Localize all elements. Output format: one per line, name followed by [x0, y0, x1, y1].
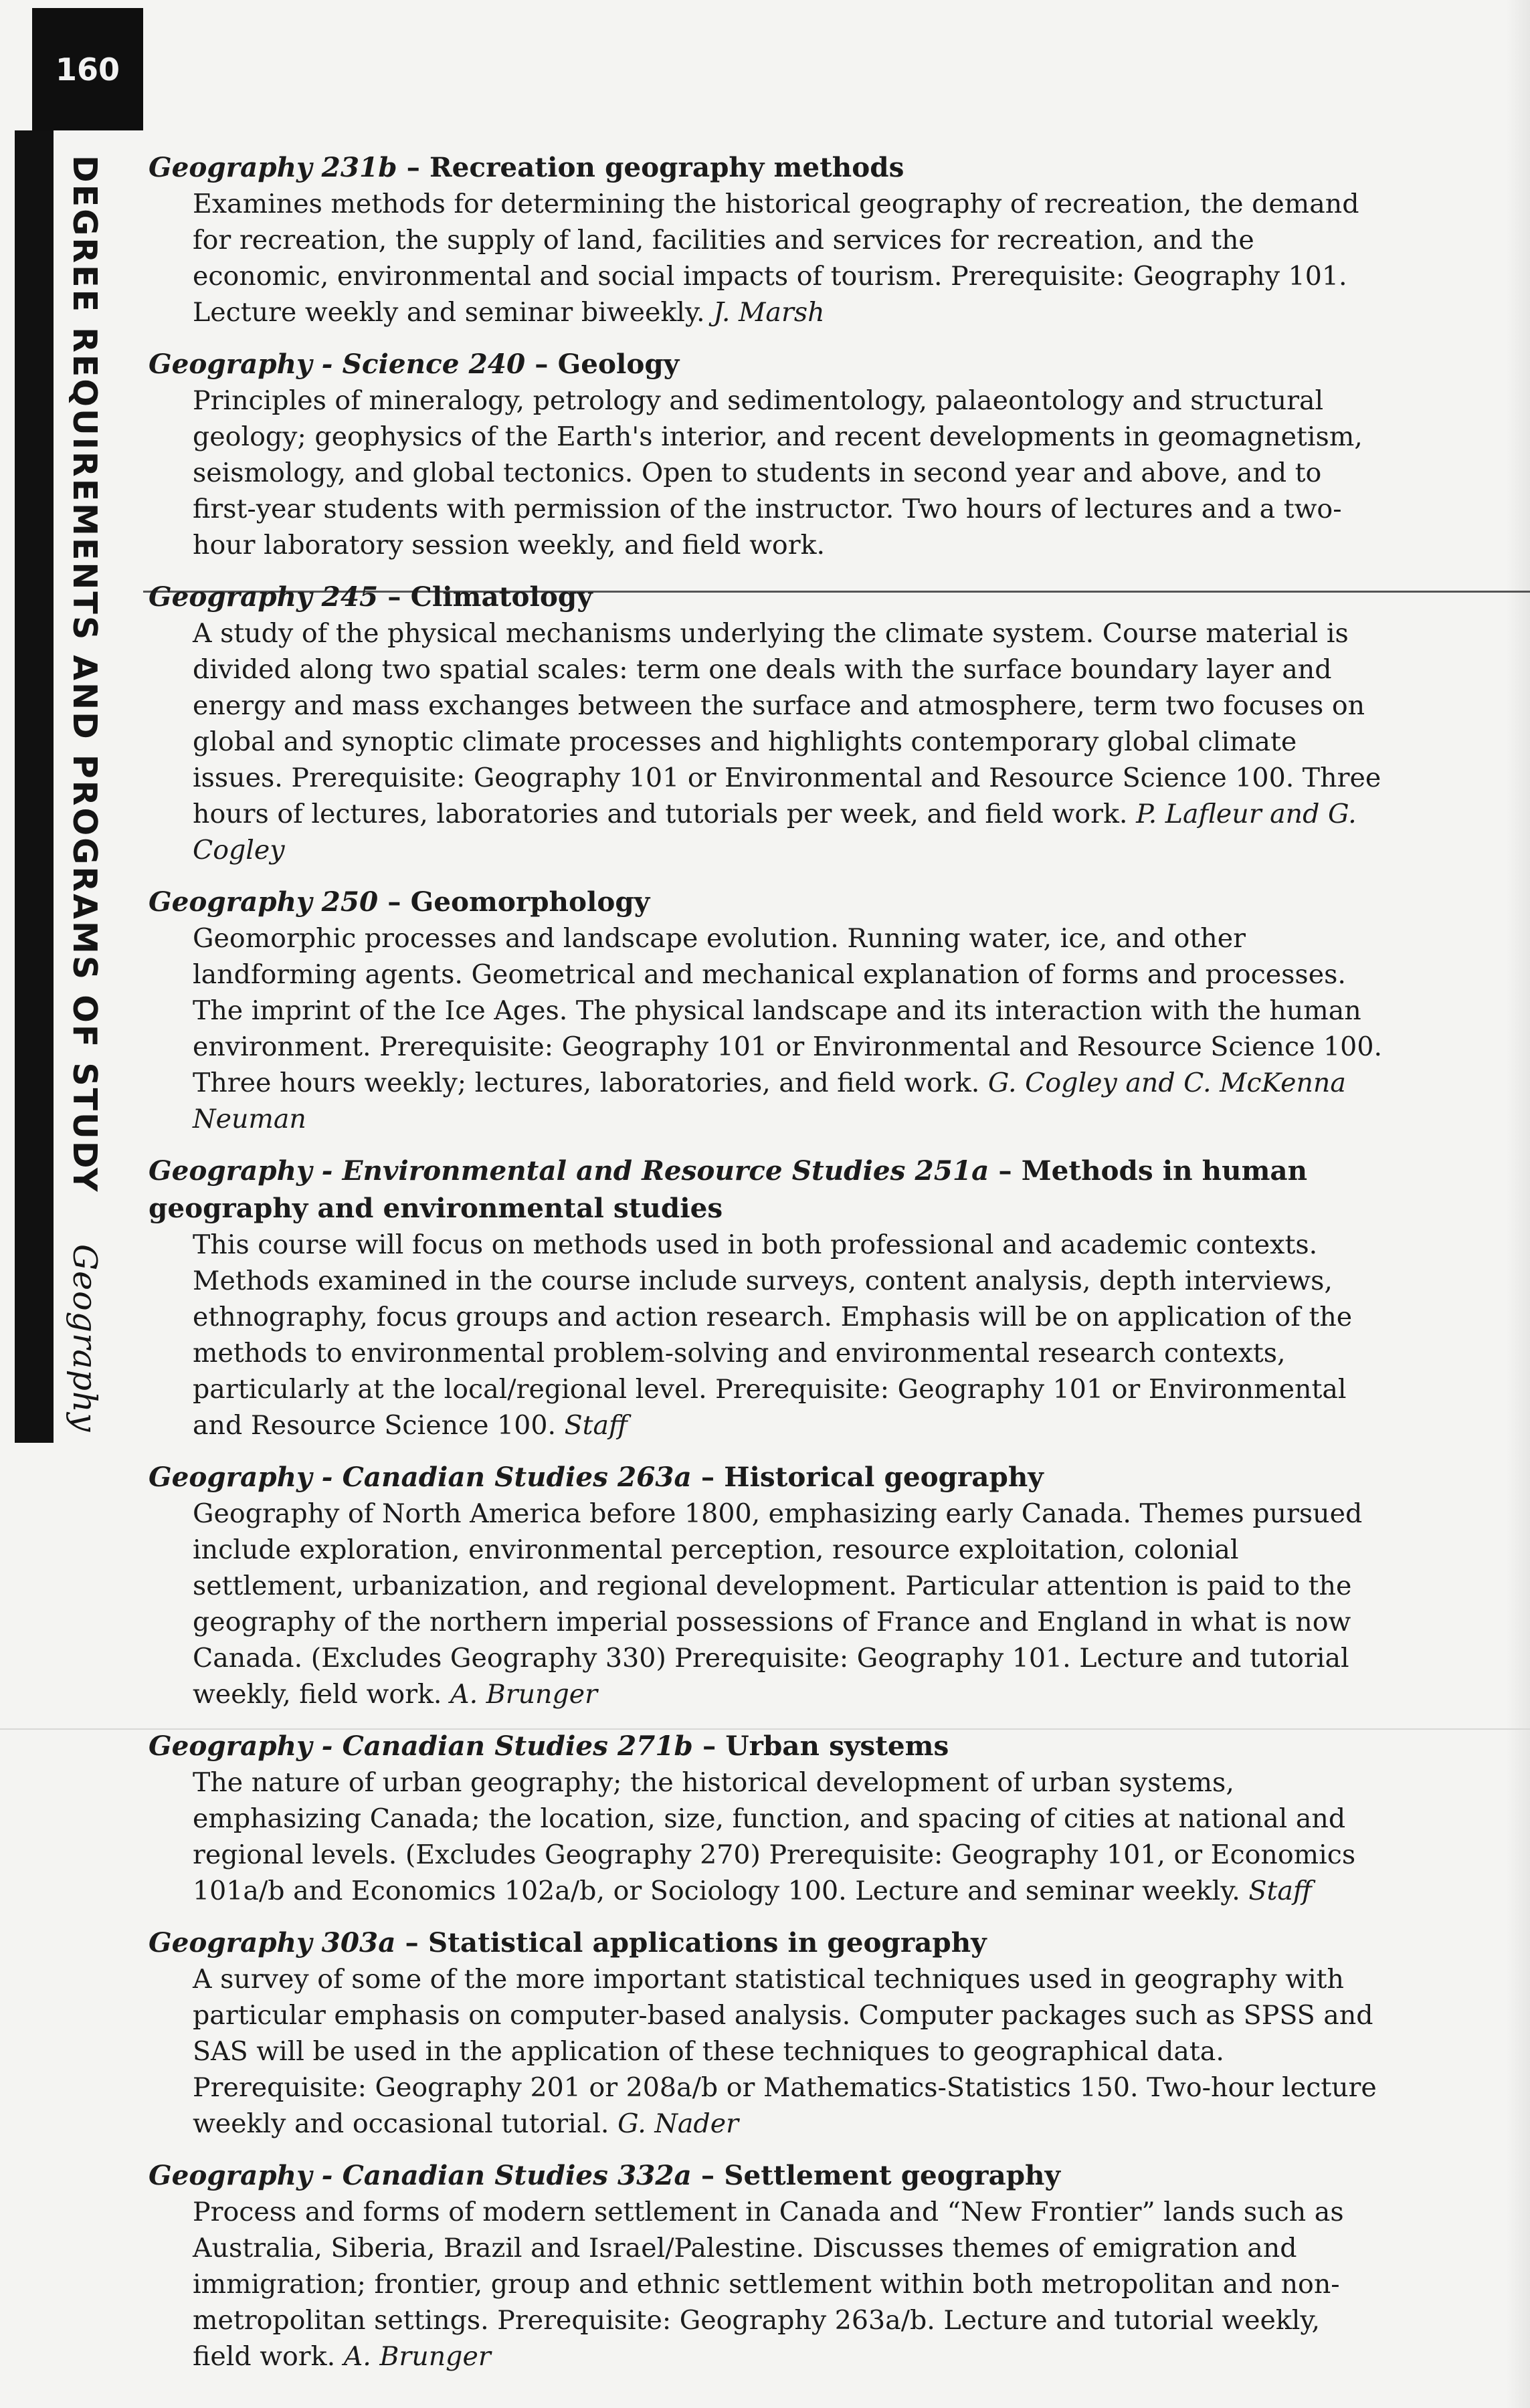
course-heading: Geography 303a – Statistical applications in geography: [149, 1926, 987, 1959]
course-description-text: Geography of North America before 1800, emphasizing early Canada. Themes pursued include exploration, environmental perception, resource exploitation, colonial settlement, urbanization, and regional development. Particular attention is paid to the geography of the northern imperial possessions of France and England in what is now Canada. (Excludes Geography 330) Prerequisite: Geography 101. Lecture and tutorial weekly, field work.: [193, 1498, 1363, 1710]
course-description: [149, 186, 1386, 330]
course-title: Geomorphology: [410, 886, 650, 918]
course-instructor: P. Lafleur and G. Cogley: [193, 799, 1357, 866]
course-description-text: This course will focus on methods used in both professional and academic contexts. Methods examined in the course include surveys, content analysis, depth interviews, ethnography, focus groups and action research. Emphasis will be on application of the methods to environmental problem-solving and environmental research contexts, particularly at the local/regional level. Prerequisite: Geography 101 or Environmental and Resource Science 100.: [193, 1229, 1353, 1441]
course-entry: [149, 1152, 1386, 1443]
course-instructor: A. Brunger: [450, 1679, 598, 1710]
course-heading: Geography - Environmental and Resource Studies 251a – Methods in human geography and environmental studies: [149, 1155, 1308, 1224]
course-instructor: A. Brunger: [343, 2341, 491, 2372]
course-description: [149, 383, 1386, 563]
course-heading: Geography - Canadian Studies 263a – Historical geography: [149, 1461, 1044, 1493]
course-list: [149, 148, 1386, 2389]
course-code: Geography 303a: [149, 1926, 396, 1959]
course-description: [149, 920, 1386, 1137]
course-title: Methods in human geography and environmental studies: [149, 1155, 1308, 1224]
course-description-text: Examines methods for determining the historical geography of recreation, the demand for recreation, the supply of land, facilities and services for recreation, and the economic, environmental and social impacts of tourism. Prerequisite: Geography 101. Lecture weekly and seminar biweekly.: [193, 189, 1359, 328]
course-title: Geology: [557, 348, 680, 380]
side-section-label: [66, 155, 104, 1433]
course-title: Historical geography: [724, 1461, 1044, 1493]
course-code: Geography 250: [149, 886, 379, 918]
course-code: Geography - Canadian Studies 263a: [149, 1461, 692, 1493]
course-entry: [149, 2156, 1386, 2375]
course-instructor: J. Marsh: [713, 297, 825, 328]
course-description: [149, 1765, 1386, 1909]
course-title: Statistical applications in geography: [427, 1926, 987, 1959]
course-heading: Geography 245 – Climatology: [149, 581, 593, 613]
course-description-text: Principles of mineralogy, petrology and sedimentology, palaeontology and structural geology; geophysics of the Earth's interior, and recent developments in geomagnetism, seismology, and global tectonics. Open to students in second year and above, and to first-year students with permission of the instructor. Two hours of lectures and a two-hour laboratory session weekly, and field work.: [193, 385, 1363, 561]
course-description: [149, 1227, 1386, 1443]
course-title: Recreation geography methods: [429, 151, 904, 183]
course-code: Geography 245: [149, 581, 379, 613]
course-description-text: A survey of some of the more important statistical techniques used in geography with particular emphasis on computer-based analysis. Computer packages such as SPSS and SAS will be used in the application of these techniques to geographical data. Prerequisite: Geography 201 or 208a/b or Mathematics-Statistics 150. Two-hour lecture weekly and occasional tutorial.: [193, 1964, 1377, 2139]
course-entry: [149, 578, 1386, 868]
course-code: Geography - Science 240: [149, 348, 526, 380]
course-description-text: Process and forms of modern settlement in Canada and “New Frontier” lands such as Australia, Siberia, Brazil and Israel/Palestine. Discusses themes of emigration and immigration; frontier, group and ethnic settlement within both metropolitan and non-metropolitan settings. Prerequisite: Geography 263a/b. Lecture and tutorial weekly, field work.: [193, 2197, 1344, 2372]
course-code: Geography - Canadian Studies 332a: [149, 2159, 692, 2191]
course-instructor: G. Nader: [617, 2108, 739, 2139]
course-description: [149, 1496, 1386, 1712]
course-description: [149, 1961, 1386, 2142]
course-title: Climatology: [410, 581, 593, 613]
course-heading: Geography - Canadian Studies 271b – Urban systems: [149, 1730, 949, 1762]
page-edge-shadow: [1506, 0, 1530, 2408]
course-description-text: The nature of urban geography; the historical development of urban systems, emphasizing Canada; the location, size, function, and spacing of cities at national and regional levels. (Excludes Geography 270) Prerequisite: Geography 101, or Economics 101a/b and Economics 102a/b, or Sociology 100. Lecture and seminar weekly.: [193, 1767, 1356, 1906]
page-number-tab: [32, 8, 143, 130]
course-code: Geography - Canadian Studies 271b: [149, 1730, 693, 1762]
course-entry: [149, 345, 1386, 563]
course-entry: [149, 148, 1386, 330]
course-description-text: Geomorphic processes and landscape evolution. Running water, ice, and other landforming agents. Geometrical and mechanical explanation of forms and processes. The imprint of the Ice Ages. The physical landscape and its interaction with the human environment. Prerequisite: Geography 101 or Environmental and Resource Science 100. Three hours weekly; lectures, laboratories, and field work.: [193, 923, 1383, 1098]
course-code: Geography 231b: [149, 151, 397, 183]
course-instructor: Staff: [564, 1410, 628, 1441]
section-title: DEGREE REQUIREMENTS AND PROGRAMS OF STUDY: [66, 155, 104, 1194]
course-title: Urban systems: [725, 1730, 949, 1762]
course-description-text: A study of the physical mechanisms underlying the climate system. Course material is divided along two spatial scales: term one deals with the surface boundary layer and energy and mass exchanges between the surface and atmosphere, term two focuses on global and synoptic climate processes and highlights contemporary global climate issues. Prerequisite: Geography 101 or Environmental and Resource Science 100. Three hours of lectures, laboratories and tutorials per week, and field work.: [193, 618, 1381, 829]
course-instructor: G. Cogley and C. McKenna Neuman: [193, 1068, 1346, 1134]
course-heading: Geography - Science 240 – Geology: [149, 348, 680, 380]
course-entry: [149, 1924, 1386, 2142]
course-entry: [149, 1727, 1386, 1909]
course-entry: [149, 1458, 1386, 1712]
course-code: Geography - Environmental and Resource Studies 251a: [149, 1155, 989, 1187]
page-number: 160: [55, 51, 120, 88]
course-entry: [149, 883, 1386, 1137]
course-title: Settlement geography: [724, 2159, 1060, 2191]
course-description: [149, 2194, 1386, 2375]
section-subtitle: Geography: [66, 1244, 104, 1433]
course-heading: Geography 231b – Recreation geography methods: [149, 151, 904, 183]
course-description: [149, 615, 1386, 868]
course-heading: Geography 250 – Geomorphology: [149, 886, 650, 918]
course-instructor: Staff: [1248, 1876, 1312, 1906]
course-heading: Geography - Canadian Studies 332a – Settlement geography: [149, 2159, 1060, 2191]
